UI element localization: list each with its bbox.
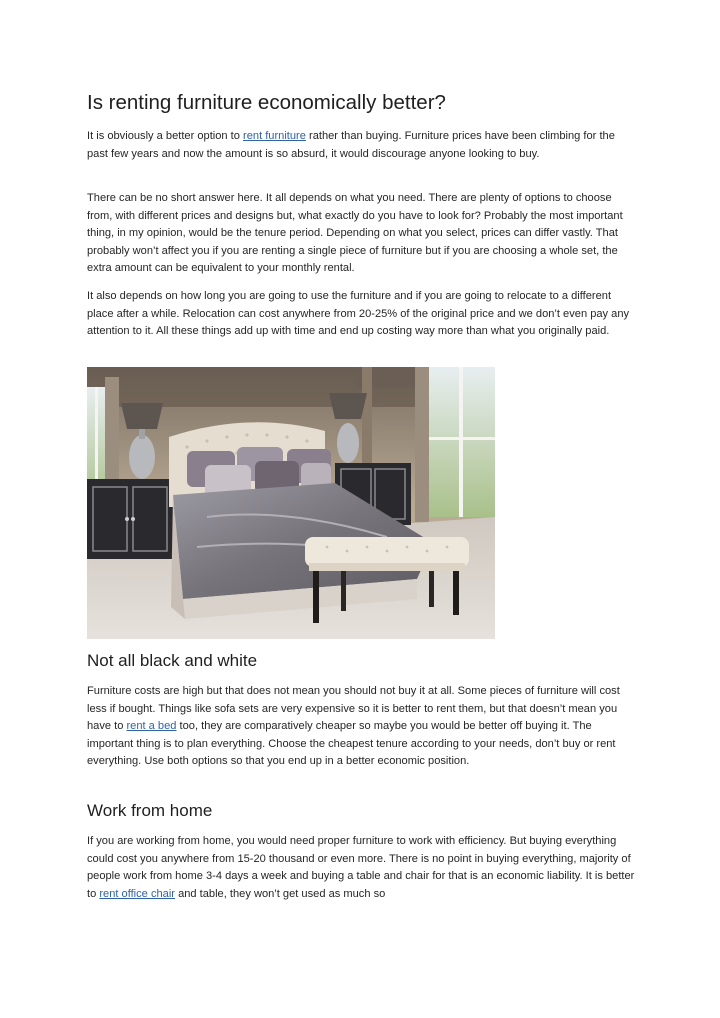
paragraph-text: If you are working from home, you would need proper furniture to work with efficiency. But buying everything could cost you anywhere from 15-20 thousand or even more. There is no point in buying everything, majority of people work from home 3-4 days a week and buying a table and chair for that is an economic liability. It is better to (87, 835, 635, 900)
bedroom-photo (87, 367, 495, 639)
paragraph-furniture-costs (87, 683, 635, 771)
paragraph-tenure: There can be no short answer here. It all depends on what you need. There are plenty of options to choose from, with different prices and designs but, what exactly do you have to look for? Probably the most important thing, in my opinion, would be the tenure period. Depending on what you select, prices can differ vastly. That probably won’t affect you if you are renting a single piece of furniture but if you are choosing a whole set, the extra amount can be equivalent to your monthly rental. (87, 192, 623, 275)
paragraph-text: too, they are comparatively cheaper so maybe you would be better off buying it. The important thing is to plan everything. Choose the cheapest tenure according to your needs, don’t buy or rent everything. Use both options so that you end up in a better economic position. (87, 720, 616, 768)
paragraph-work-from-home (87, 833, 635, 903)
rent-a-bed-link[interactable]: rent a bed (126, 720, 177, 733)
section-heading-work-from-home: Work from home (87, 801, 213, 820)
article-title: Is renting furniture economically better? (87, 91, 446, 114)
paragraph-text: It is obviously a better option to (87, 130, 244, 142)
rent-office-chair-link[interactable]: rent office chair (99, 887, 175, 900)
paragraph-text: and table, they won’t get used as much so (175, 887, 386, 900)
section-heading-not-all-black-and-white: Not all black and white (87, 651, 258, 670)
paragraph-relocation: It also depends on how long you are going to use the furniture and if you are going to relocate to a different place after a while. Relocation can cost anywhere from 20-25% of the original price and we don’t even pay any attention to it. All these things add up with time and end up costing way more than what you originally paid. (87, 290, 630, 338)
paragraph-intro (87, 128, 635, 163)
paragraph-text: rather than buying. Furniture prices have been climbing for the past few years and now the amount is so absurd, it would discourage anyone looking to buy. (87, 130, 615, 160)
rent-furniture-link[interactable]: rent furniture (243, 130, 306, 142)
paragraph-text: Furniture costs are high but that does not mean you should not buy it at all. Some pieces of furniture will cost less if bought. Things like sofa sets are very expensive so it is better to rent them, but that doesn’t mean you have to (87, 685, 620, 733)
